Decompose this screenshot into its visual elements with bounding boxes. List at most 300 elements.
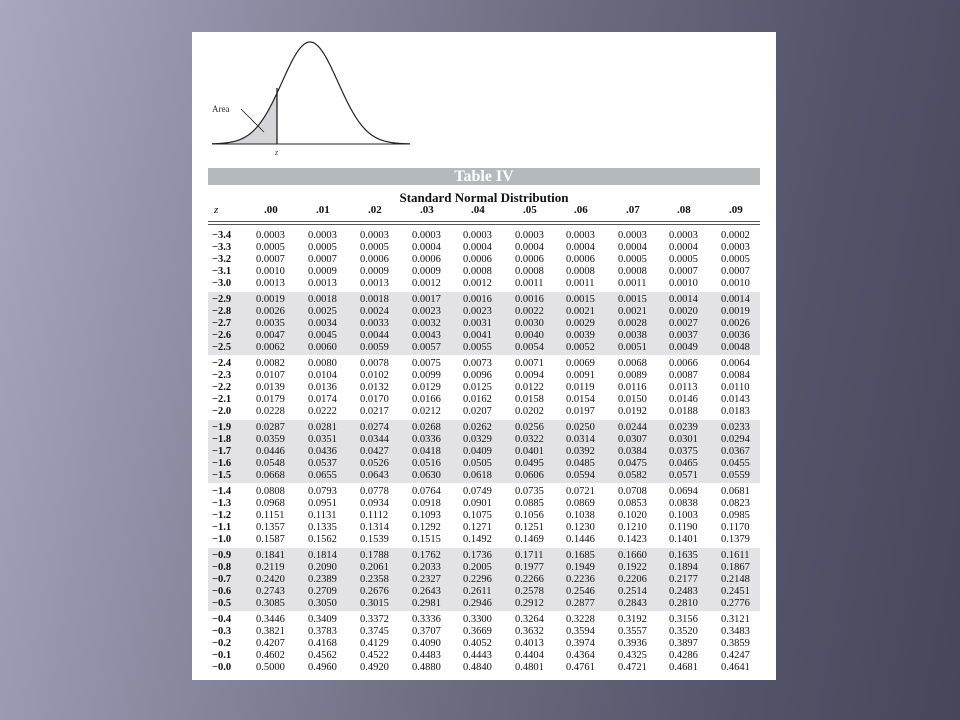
row-group: [208, 228, 760, 291]
table-row: [208, 522, 760, 534]
probability-cell: 0.1562: [308, 534, 337, 545]
probability-cell: 0.2005: [463, 562, 492, 573]
probability-cell: 0.0139: [256, 382, 285, 393]
probability-cell: 0.0968: [256, 498, 285, 509]
table-row: [208, 242, 760, 254]
probability-cell: 0.0094: [515, 370, 544, 381]
probability-cell: 0.0089: [618, 370, 647, 381]
probability-cell: 0.0040: [515, 330, 544, 341]
column-header: .02: [368, 204, 382, 216]
z-value-cell: −0.8: [212, 562, 232, 573]
probability-cell: 0.0582: [618, 470, 647, 481]
probability-cell: 0.0694: [669, 486, 698, 497]
probability-cell: 0.0049: [669, 342, 698, 353]
probability-cell: 0.0016: [515, 294, 544, 305]
probability-cell: 0.0015: [618, 294, 647, 305]
row-group: [208, 612, 760, 675]
probability-cell: 0.3821: [256, 626, 285, 637]
probability-cell: 0.0003: [618, 230, 647, 241]
probability-cell: 0.3050: [308, 598, 337, 609]
probability-cell: 0.0375: [669, 446, 698, 457]
z-value-cell: −2.8: [212, 306, 232, 317]
probability-cell: 0.0068: [618, 358, 647, 369]
probability-cell: 0.4129: [360, 638, 389, 649]
probability-cell: 0.2389: [308, 574, 337, 585]
probability-cell: 0.0038: [618, 330, 647, 341]
probability-cell: 0.2546: [566, 586, 595, 597]
z-value-cell: −1.3: [212, 498, 232, 509]
probability-cell: 0.0495: [515, 458, 544, 469]
probability-cell: 0.0778: [360, 486, 389, 497]
probability-cell: 0.2643: [412, 586, 441, 597]
normal-curve-figure: [192, 32, 776, 162]
probability-cell: 0.0005: [308, 242, 337, 253]
table-row: [208, 318, 760, 330]
probability-cell: 0.0003: [721, 242, 750, 253]
row-group: [208, 484, 760, 547]
probability-cell: 0.0154: [566, 394, 595, 405]
probability-cell: 0.0485: [566, 458, 595, 469]
probability-cell: 0.0901: [463, 498, 492, 509]
table-row: [208, 266, 760, 278]
probability-cell: 0.0885: [515, 498, 544, 509]
probability-cell: 0.0054: [515, 342, 544, 353]
z-label: z: [275, 148, 279, 157]
probability-cell: 0.2177: [669, 574, 698, 585]
probability-cell: 0.0250: [566, 422, 595, 433]
probability-cell: 0.1814: [308, 550, 337, 561]
probability-cell: 0.0351: [308, 434, 337, 445]
probability-cell: 0.0222: [308, 406, 337, 417]
row-group: [208, 292, 760, 355]
probability-cell: 0.4286: [669, 650, 698, 661]
probability-cell: 0.0294: [721, 434, 750, 445]
probability-cell: 0.1230: [566, 522, 595, 533]
probability-cell: 0.0004: [463, 242, 492, 253]
probability-cell: 0.0559: [721, 470, 750, 481]
probability-cell: 0.0047: [256, 330, 285, 341]
table-row: [208, 470, 760, 482]
table-row: [208, 614, 760, 626]
probability-cell: 0.0006: [515, 254, 544, 265]
probability-cell: 0.0409: [463, 446, 492, 457]
probability-cell: 0.2236: [566, 574, 595, 585]
probability-cell: 0.5000: [256, 662, 285, 673]
probability-cell: 0.2743: [256, 586, 285, 597]
probability-cell: 0.1112: [360, 510, 389, 521]
column-header: .08: [677, 204, 691, 216]
probability-cell: 0.0655: [308, 470, 337, 481]
probability-cell: 0.0010: [669, 278, 698, 289]
probability-cell: 0.0129: [412, 382, 441, 393]
probability-cell: 0.1762: [412, 550, 441, 561]
probability-cell: 0.0030: [515, 318, 544, 329]
probability-cell: 0.0032: [412, 318, 441, 329]
probability-cell: 0.0427: [360, 446, 389, 457]
probability-cell: 0.4013: [515, 638, 544, 649]
probability-cell: 0.4681: [669, 662, 698, 673]
table-row: [208, 458, 760, 470]
probability-cell: 0.0013: [308, 278, 337, 289]
probability-cell: 0.2912: [515, 598, 544, 609]
probability-cell: 0.4325: [618, 650, 647, 661]
probability-cell: 0.0007: [721, 266, 750, 277]
table-row: [208, 550, 760, 562]
probability-cell: 0.1611: [721, 550, 750, 561]
probability-cell: 0.0793: [308, 486, 337, 497]
probability-cell: 0.0708: [618, 486, 647, 497]
probability-cell: 0.4880: [412, 662, 441, 673]
probability-cell: 0.0244: [618, 422, 647, 433]
probability-cell: 0.0274: [360, 422, 389, 433]
probability-cell: 0.1587: [256, 534, 285, 545]
z-value-cell: −2.6: [212, 330, 232, 341]
probability-cell: 0.1292: [412, 522, 441, 533]
probability-cell: 0.2033: [412, 562, 441, 573]
probability-cell: 0.0808: [256, 486, 285, 497]
probability-cell: 0.0174: [308, 394, 337, 405]
probability-cell: 0.3372: [360, 614, 389, 625]
probability-cell: 0.0475: [618, 458, 647, 469]
probability-cell: 0.0735: [515, 486, 544, 497]
probability-cell: 0.2483: [669, 586, 698, 597]
probability-cell: 0.0158: [515, 394, 544, 405]
probability-cell: 0.0099: [412, 370, 441, 381]
probability-cell: 0.0606: [515, 470, 544, 481]
probability-cell: 0.0015: [566, 294, 595, 305]
probability-cell: 0.1038: [566, 510, 595, 521]
probability-cell: 0.2358: [360, 574, 389, 585]
probability-cell: 0.2266: [515, 574, 544, 585]
z-value-cell: −1.5: [212, 470, 232, 481]
probability-cell: 0.0122: [515, 382, 544, 393]
probability-cell: 0.0166: [412, 394, 441, 405]
probability-cell: 0.3745: [360, 626, 389, 637]
probability-cell: 0.0102: [360, 370, 389, 381]
probability-cell: 0.0336: [412, 434, 441, 445]
probability-cell: 0.0006: [360, 254, 389, 265]
probability-cell: 0.4090: [412, 638, 441, 649]
z-value-cell: −2.7: [212, 318, 232, 329]
probability-cell: 0.0048: [721, 342, 750, 353]
probability-cell: 0.1515: [412, 534, 441, 545]
probability-cell: 0.4761: [566, 662, 595, 673]
probability-cell: 0.0281: [308, 422, 337, 433]
probability-cell: 0.0057: [412, 342, 441, 353]
probability-cell: 0.0014: [721, 294, 750, 305]
probability-cell: 0.0011: [566, 278, 595, 289]
table-row: [208, 330, 760, 342]
column-header: .00: [264, 204, 278, 216]
probability-cell: 0.4247: [721, 650, 750, 661]
z-value-cell: −0.6: [212, 586, 232, 597]
probability-cell: 0.0329: [463, 434, 492, 445]
table-row: [208, 382, 760, 394]
probability-cell: 0.0003: [360, 230, 389, 241]
probability-cell: 0.1075: [463, 510, 492, 521]
z-value-cell: −2.9: [212, 294, 232, 305]
probability-cell: 0.3483: [721, 626, 750, 637]
probability-cell: 0.0006: [566, 254, 595, 265]
probability-cell: 0.0075: [412, 358, 441, 369]
probability-cell: 0.0307: [618, 434, 647, 445]
probability-cell: 0.1131: [308, 510, 337, 521]
probability-cell: 0.2296: [463, 574, 492, 585]
probability-cell: 0.2451: [721, 586, 750, 597]
probability-cell: 0.3557: [618, 626, 647, 637]
probability-cell: 0.0080: [308, 358, 337, 369]
area-label: Area: [212, 104, 230, 114]
probability-cell: 0.0055: [463, 342, 492, 353]
probability-cell: 0.0044: [360, 330, 389, 341]
probability-cell: 0.0228: [256, 406, 285, 417]
probability-cell: 0.1841: [256, 550, 285, 561]
probability-cell: 0.0239: [669, 422, 698, 433]
probability-cell: 0.0026: [721, 318, 750, 329]
z-column-header: z: [214, 204, 219, 216]
probability-cell: 0.0170: [360, 394, 389, 405]
table-row: [208, 486, 760, 498]
probability-cell: 0.1335: [308, 522, 337, 533]
probability-cell: 0.3300: [463, 614, 492, 625]
probability-cell: 0.0007: [256, 254, 285, 265]
probability-cell: 0.0006: [463, 254, 492, 265]
probability-cell: 0.2709: [308, 586, 337, 597]
probability-cell: 0.0025: [308, 306, 337, 317]
probability-cell: 0.0838: [669, 498, 698, 509]
probability-cell: 0.0367: [721, 446, 750, 457]
probability-cell: 0.2514: [618, 586, 647, 597]
probability-cell: 0.0446: [256, 446, 285, 457]
probability-cell: 0.3520: [669, 626, 698, 637]
probability-cell: 0.0162: [463, 394, 492, 405]
probability-cell: 0.0132: [360, 382, 389, 393]
header-divider: [208, 224, 760, 225]
shaded-area: [212, 93, 277, 144]
row-group: [208, 356, 760, 419]
probability-cell: 0.0192: [618, 406, 647, 417]
column-header: .05: [523, 204, 537, 216]
probability-cell: 0.3936: [618, 638, 647, 649]
probability-cell: 0.0018: [308, 294, 337, 305]
probability-cell: 0.0018: [360, 294, 389, 305]
probability-cell: 0.3085: [256, 598, 285, 609]
probability-cell: 0.2676: [360, 586, 389, 597]
probability-cell: 0.0005: [721, 254, 750, 265]
probability-cell: 0.0104: [308, 370, 337, 381]
probability-cell: 0.0869: [566, 498, 595, 509]
z-value-cell: −3.2: [212, 254, 232, 265]
probability-cell: 0.0019: [256, 294, 285, 305]
probability-cell: 0.0012: [463, 278, 492, 289]
z-value-cell: −1.8: [212, 434, 232, 445]
z-value-cell: −2.4: [212, 358, 232, 369]
probability-cell: 0.4602: [256, 650, 285, 661]
probability-cell: 0.0125: [463, 382, 492, 393]
probability-cell: 0.3121: [721, 614, 750, 625]
probability-cell: 0.0643: [360, 470, 389, 481]
probability-cell: 0.1894: [669, 562, 698, 573]
probability-cell: 0.0071: [515, 358, 544, 369]
probability-cell: 0.0078: [360, 358, 389, 369]
probability-cell: 0.0064: [721, 358, 750, 369]
probability-cell: 0.0314: [566, 434, 595, 445]
probability-cell: 0.4801: [515, 662, 544, 673]
probability-cell: 0.1660: [618, 550, 647, 561]
probability-cell: 0.1469: [515, 534, 544, 545]
probability-cell: 0.0020: [669, 306, 698, 317]
probability-cell: 0.0009: [360, 266, 389, 277]
z-value-cell: −1.2: [212, 510, 232, 521]
probability-cell: 0.0150: [618, 394, 647, 405]
probability-cell: 0.0384: [618, 446, 647, 457]
probability-cell: 0.2877: [566, 598, 595, 609]
table-row: [208, 534, 760, 546]
probability-cell: 0.0060: [308, 342, 337, 353]
probability-cell: 0.0003: [669, 230, 698, 241]
probability-cell: 0.3015: [360, 598, 389, 609]
z-value-cell: −0.3: [212, 626, 232, 637]
table-row: [208, 294, 760, 306]
probability-cell: 0.4721: [618, 662, 647, 673]
probability-cell: 0.0392: [566, 446, 595, 457]
probability-cell: 0.0721: [566, 486, 595, 497]
probability-cell: 0.2420: [256, 574, 285, 585]
probability-cell: 0.1922: [618, 562, 647, 573]
z-value-cell: −2.2: [212, 382, 232, 393]
probability-cell: 0.2810: [669, 598, 698, 609]
table-row: [208, 574, 760, 586]
probability-cell: 0.0004: [566, 242, 595, 253]
probability-cell: 0.2843: [618, 598, 647, 609]
probability-cell: 0.0004: [669, 242, 698, 253]
probability-cell: 0.0002: [721, 230, 750, 241]
probability-cell: 0.1711: [515, 550, 544, 561]
probability-cell: 0.1492: [463, 534, 492, 545]
probability-cell: 0.4483: [412, 650, 441, 661]
probability-cell: 0.0011: [618, 278, 647, 289]
probability-cell: 0.0256: [515, 422, 544, 433]
probability-cell: 0.0004: [412, 242, 441, 253]
probability-cell: 0.1020: [618, 510, 647, 521]
probability-cell: 0.1446: [566, 534, 595, 545]
probability-cell: 0.0212: [412, 406, 441, 417]
probability-cell: 0.4960: [308, 662, 337, 673]
probability-cell: 0.0082: [256, 358, 285, 369]
probability-cell: 0.0008: [515, 266, 544, 277]
z-value-cell: −0.0: [212, 662, 232, 673]
table-row: [208, 510, 760, 522]
probability-cell: 0.0006: [412, 254, 441, 265]
probability-cell: 0.1251: [515, 522, 544, 533]
probability-cell: 0.0036: [721, 330, 750, 341]
probability-cell: 0.1379: [721, 534, 750, 545]
probability-cell: 0.1401: [669, 534, 698, 545]
probability-cell: 0.2946: [463, 598, 492, 609]
probability-cell: 0.0022: [515, 306, 544, 317]
probability-cell: 0.0016: [463, 294, 492, 305]
probability-cell: 0.0618: [463, 470, 492, 481]
z-value-cell: −2.3: [212, 370, 232, 381]
z-value-cell: −2.5: [212, 342, 232, 353]
probability-cell: 0.3669: [463, 626, 492, 637]
probability-cell: 0.0062: [256, 342, 285, 353]
probability-cell: 0.3897: [669, 638, 698, 649]
probability-cell: 0.0019: [721, 306, 750, 317]
column-header: .03: [420, 204, 434, 216]
row-group: [208, 420, 760, 483]
z-value-cell: −1.4: [212, 486, 232, 497]
probability-cell: 0.0630: [412, 470, 441, 481]
probability-cell: 0.0455: [721, 458, 750, 469]
probability-cell: 0.0401: [515, 446, 544, 457]
table-row: [208, 626, 760, 638]
table-row: [208, 586, 760, 598]
table-row: [208, 342, 760, 354]
probability-cell: 0.1190: [669, 522, 698, 533]
z-value-cell: −2.0: [212, 406, 232, 417]
probability-cell: 0.0003: [256, 230, 285, 241]
probability-cell: 0.1314: [360, 522, 389, 533]
probability-cell: 0.0043: [412, 330, 441, 341]
probability-cell: 0.0012: [412, 278, 441, 289]
probability-cell: 0.4168: [308, 638, 337, 649]
probability-cell: 0.0262: [463, 422, 492, 433]
z-value-cell: −3.3: [212, 242, 232, 253]
table-row: [208, 254, 760, 266]
probability-cell: 0.0028: [618, 318, 647, 329]
probability-cell: 0.0179: [256, 394, 285, 405]
probability-cell: 0.3446: [256, 614, 285, 625]
probability-cell: 0.3594: [566, 626, 595, 637]
probability-cell: 0.0516: [412, 458, 441, 469]
probability-cell: 0.3632: [515, 626, 544, 637]
probability-cell: 0.0436: [308, 446, 337, 457]
probability-cell: 0.4364: [566, 650, 595, 661]
z-value-cell: −2.1: [212, 394, 232, 405]
column-header: .06: [574, 204, 588, 216]
probability-cell: 0.1093: [412, 510, 441, 521]
probability-cell: 0.0287: [256, 422, 285, 433]
probability-cell: 0.4404: [515, 650, 544, 661]
z-value-cell: −0.7: [212, 574, 232, 585]
probability-cell: 0.0037: [669, 330, 698, 341]
probability-cell: 0.0188: [669, 406, 698, 417]
probability-cell: 0.4920: [360, 662, 389, 673]
z-value-cell: −1.1: [212, 522, 232, 533]
probability-cell: 0.0035: [256, 318, 285, 329]
area-leader-line: [241, 109, 264, 132]
table-row: [208, 446, 760, 458]
z-value-cell: −1.0: [212, 534, 232, 545]
probability-cell: 0.0091: [566, 370, 595, 381]
probability-cell: 0.0045: [308, 330, 337, 341]
probability-cell: 0.0853: [618, 498, 647, 509]
probability-cell: 0.3974: [566, 638, 595, 649]
probability-cell: 0.3336: [412, 614, 441, 625]
table-row: [208, 306, 760, 318]
probability-cell: 0.0024: [360, 306, 389, 317]
table-title: Table IV: [208, 168, 760, 185]
z-value-cell: −3.1: [212, 266, 232, 277]
probability-cell: 0.0004: [618, 242, 647, 253]
table-row: [208, 598, 760, 610]
probability-cell: 0.1539: [360, 534, 389, 545]
probability-cell: 0.0183: [721, 406, 750, 417]
probability-cell: 0.0003: [515, 230, 544, 241]
probability-cell: 0.0008: [566, 266, 595, 277]
probability-cell: 0.1003: [669, 510, 698, 521]
